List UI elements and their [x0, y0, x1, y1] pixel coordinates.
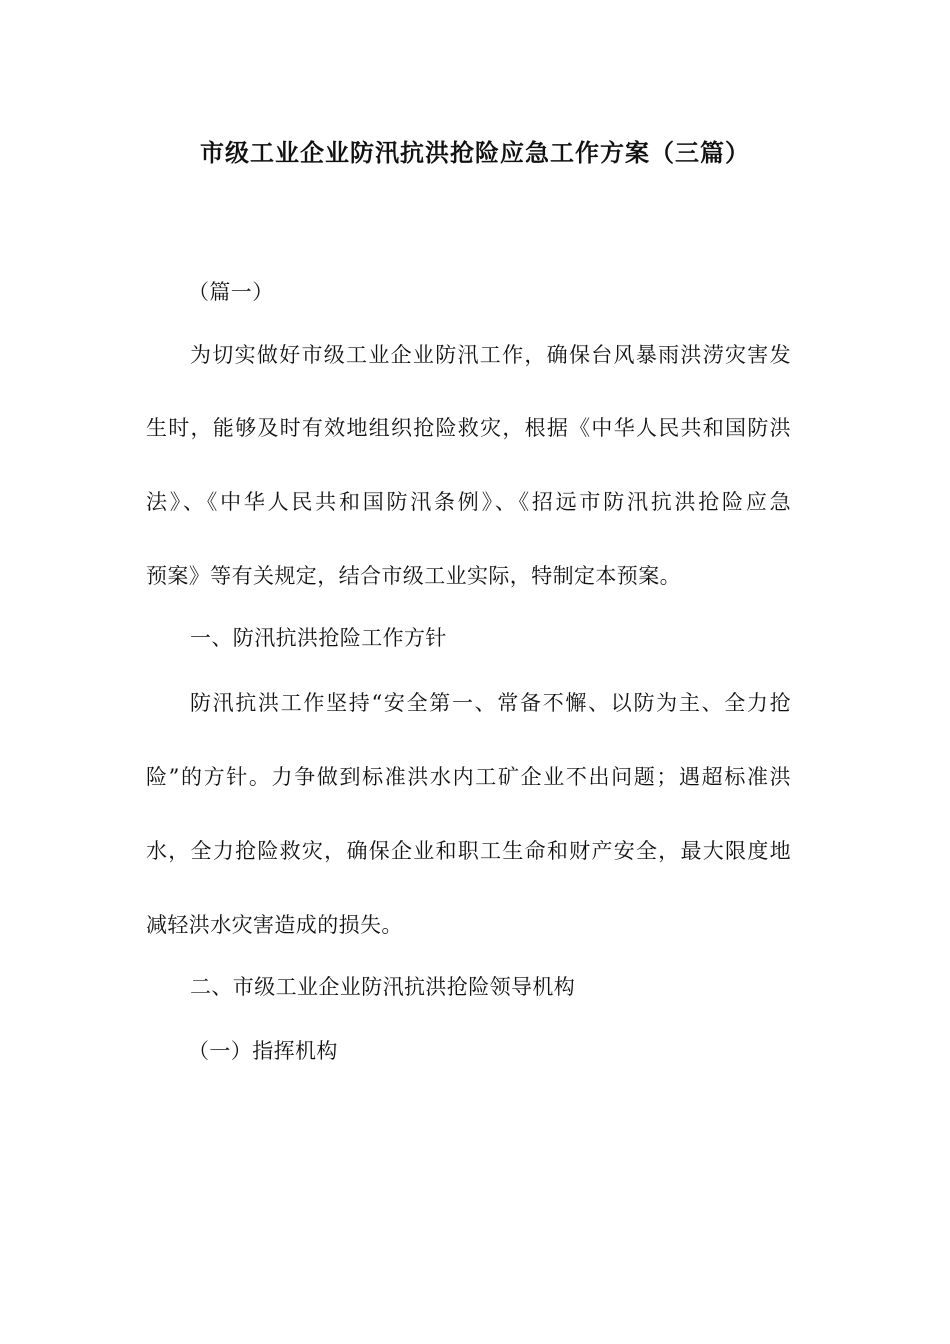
paragraph-2-line-2: 险”的方针。力争做到标准洪水内工矿企业不出问题；遇超标准洪 — [146, 765, 791, 789]
paragraph-1-line-1: 为切实做好市级工业企业防汛工作，确保台风暴雨洪涝灾害发 — [190, 343, 791, 367]
section-heading-2: 二、市级工业企业防汛抗洪抢险领导机构 — [190, 975, 576, 999]
paragraph-1-line-2: 生时，能够及时有效地组织抢险救灾，根据《中华人民共和国防洪 — [146, 416, 791, 440]
part-label: （篇一） — [188, 280, 274, 304]
subsection-heading-1: （一）指挥机构 — [188, 1039, 338, 1063]
document-title: 市级工业企业防汛抗洪抢险应急工作方案（三篇） — [200, 138, 750, 167]
paragraph-2-line-4: 减轻洪水灾害造成的损失。 — [146, 913, 403, 937]
section-heading-1: 一、防汛抗洪抢险工作方针 — [190, 626, 447, 650]
paragraph-1-line-3: 法》、《中华人民共和国防汛条例》、《招远市防汛抗洪抢险应急 — [146, 490, 791, 514]
paragraph-2-line-1: 防汛抗洪工作坚持“安全第一、常备不懈、以防为主、全力抢 — [190, 691, 791, 715]
paragraph-1-line-4: 预案》等有关规定，结合市级工业实际，特制定本预案。 — [146, 564, 681, 588]
paragraph-2-line-3: 水，全力抢险救灾，确保企业和职工生命和财产安全，最大限度地 — [146, 839, 791, 863]
